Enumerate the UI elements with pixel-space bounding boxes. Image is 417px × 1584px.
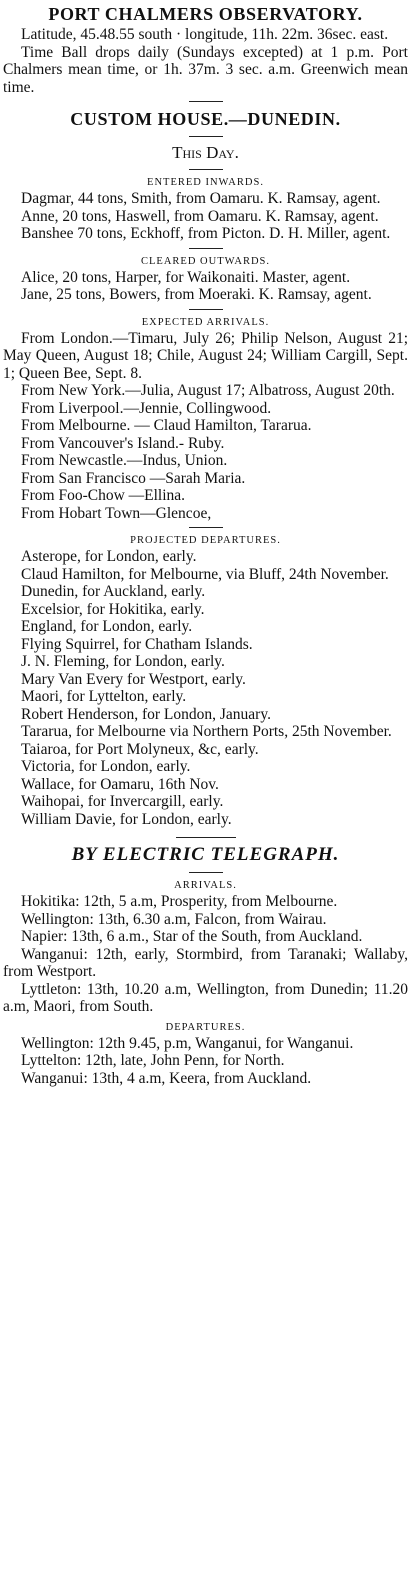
divider — [189, 248, 223, 249]
list-item: Tararua, for Melbourne via Northern Ports, 25th November. — [21, 723, 392, 740]
list-item: Excelsior, for Hokitika, early. — [21, 600, 205, 618]
list-item: Wanganui: 13th, 4 a.m, Keera, from Auckland. — [21, 1069, 312, 1087]
entered-inwards-label: ENTERED INWARDS. — [147, 177, 264, 188]
list-item: Wanganui: 12th, early, Stormbird, from Taranaki; Wallaby, from Westport. — [3, 945, 408, 980]
list-item: From New York.—Julia, August 17; Albatross, August 20th. — [21, 382, 395, 399]
expected-arrivals-label: EXPECTED ARRIVALS. — [141, 316, 270, 328]
list-item: Maori, for Lyttelton, early. — [21, 688, 187, 705]
list-item: Jane, 25 tons, Bowers, from Moeraki. K. Ramsay, agent. — [21, 286, 372, 303]
list-item: Dagmar, 44 tons, Smith, from Oamaru. K. Ramsay, agent. — [21, 190, 381, 207]
list-item: From London.—Timaru, July 26; Philip Nelson, August 21; May Queen, August 18; Chile, August 24; William Cargill, Sept. 1; Queen Bee, Sept. 8. — [3, 329, 408, 382]
list-item: Lyttelton: 12th, late, John Penn, for North. — [21, 1052, 285, 1069]
list-item: From Newcastle.—Indus, Union. — [21, 452, 228, 469]
list-item: Claud Hamilton, for Melbourne, via Bluff, 24th November. — [21, 565, 389, 583]
list-item: From San Francisco —Sarah Maria. — [21, 469, 246, 487]
list-item: Hokitika: 12th, 5 a.m, Prosperity, from Melbourne. — [21, 893, 338, 910]
divider — [189, 169, 223, 170]
list-item: Mary Van Every for Westport, early. — [21, 670, 246, 688]
observatory-line: Time Ball drops daily (Sundays excepted) at 1 p.m. Port Chalmers mean time, or 1h. 37m. 3 sec. a.m. Greenwich mean time. — [3, 43, 408, 96]
list-item: Flying Squirrel, for Chatham Islands. — [21, 635, 253, 653]
observatory-title: PORT CHALMERS OBSERVATORY. — [48, 4, 363, 24]
list-item: Victoria, for London, early. — [21, 758, 191, 775]
divider — [189, 101, 223, 102]
list-item: Waihopai, for Invercargill, early. — [21, 793, 224, 810]
list-item: From Hobart Town—Glencoe, — [21, 504, 212, 522]
cleared-outwards-label: CLEARED OUTWARDS. — [141, 255, 270, 267]
list-item: From Vancouver's Island.- Ruby. — [21, 434, 225, 452]
telegraph-departures-label: DEPARTURES. — [165, 1021, 246, 1033]
list-item: Dunedin, for Auckland, early. — [21, 583, 206, 600]
observatory-line: Latitude, 45.48.55 south · longitude, 11h. 22m. 36sec. east. — [21, 26, 389, 43]
list-item: Banshee 70 tons, Eckhoff, from Picton. D. H. Miller, agent. — [21, 225, 391, 242]
list-item: Lyttleton: 13th, 10.20 a.m, Wellington, from Dunedin; 11.20 a.m, Maori, from South. — [3, 980, 408, 1015]
telegraph-title: BY ELECTRIC TELEGRAPH. — [71, 844, 340, 865]
list-item: Wallace, for Oamaru, 16th Nov. — [21, 775, 219, 793]
divider — [189, 872, 223, 873]
list-item: England, for London, early. — [21, 618, 193, 635]
list-item: Taiaroa, for Port Molyneux, &c, early. — [21, 740, 259, 758]
list-item: From Foo-Chow —Ellina. — [21, 487, 186, 504]
list-item: Alice, 20 tons, Harper, for Waikonaiti. Master, agent. — [21, 268, 351, 286]
custom-house-subtitle: This Day. — [172, 143, 239, 162]
list-item: From Liverpool.—Jennie, Collingwood. — [21, 399, 272, 417]
divider — [189, 527, 223, 528]
divider — [176, 837, 236, 838]
list-item: Asterope, for London, early. — [21, 548, 197, 565]
list-item: Anne, 20 tons, Haswell, from Oamaru. K. Ramsay, agent. — [21, 207, 379, 225]
list-item: J. N. Fleming, for London, early. — [21, 653, 225, 670]
list-item: Wellington: 12th 9.45, p.m, Wanganui, for Wanganui. — [21, 1034, 354, 1052]
telegraph-arrivals-label: ARRIVALS. — [174, 880, 237, 891]
projected-departures-label: PROJECTED DEPARTURES. — [130, 535, 281, 546]
list-item: From Melbourne. — Claud Hamilton, Tararua. — [21, 417, 312, 434]
list-item: Wellington: 13th, 6.30 a.m, Falcon, from Wairau. — [21, 910, 327, 928]
list-item: Robert Henderson, for London, January. — [21, 705, 271, 723]
list-item: Napier: 13th, 6 a.m., Star of the South, from Auckland. — [21, 928, 363, 945]
divider — [189, 309, 223, 310]
custom-house-title: CUSTOM HOUSE.—DUNEDIN. — [70, 109, 341, 129]
list-item: William Davie, for London, early. — [21, 810, 232, 828]
divider — [189, 136, 223, 137]
